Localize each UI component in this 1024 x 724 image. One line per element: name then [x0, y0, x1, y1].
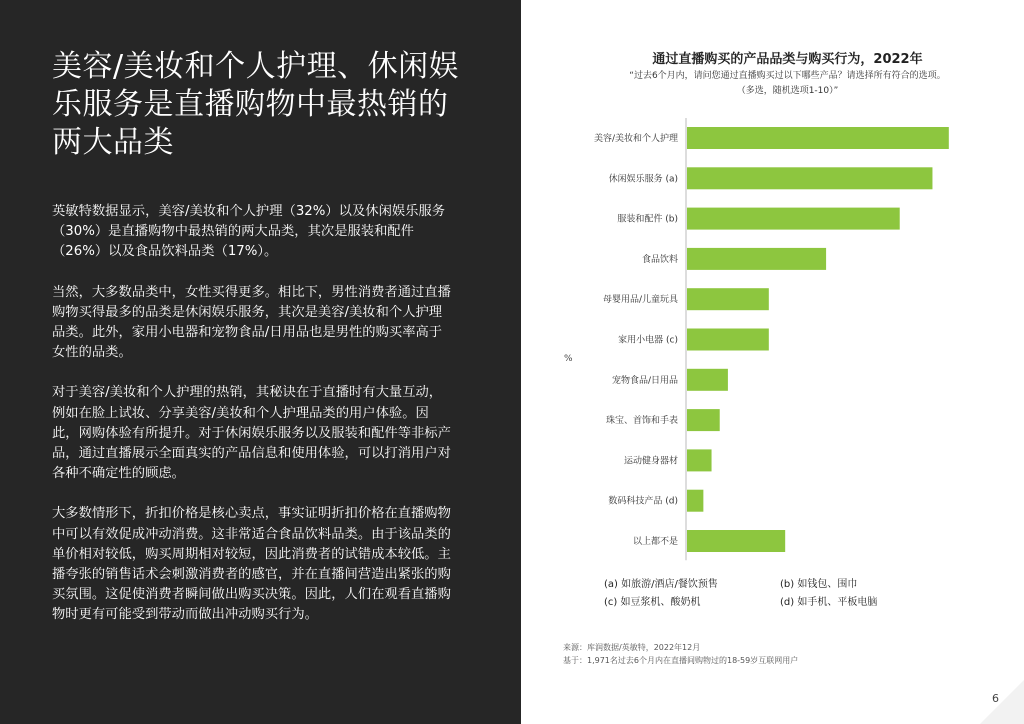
category-label: 母婴用品/儿童玩具 [602, 295, 678, 306]
bar [687, 530, 785, 552]
category-label: 宠物食品/日用品 [611, 375, 678, 386]
paragraph: 英敏特数据显示，美容/美妆和个人护理（32%）以及休闲娱乐服务（30%）是直播购物中最热销的两大品类，其次是服装和配件（26%）以及食品饮料品类（17%）。 [52, 204, 446, 260]
source-note [563, 641, 798, 667]
bar [687, 449, 712, 471]
bar [687, 127, 949, 149]
category-label: 食品饮料 [641, 254, 678, 265]
page-corner-fold [980, 680, 1024, 724]
body-text [52, 202, 452, 646]
category-label: 服装和配件 (b) [617, 214, 678, 225]
bar [687, 167, 932, 189]
paragraph: 大多数情形下，折扣价格是核心卖点，事实证明折扣价格在直播购物中可以有效促成冲动消费。这非常适合食品饮料品类。由于该品类的单价相对较低，购买周期相对较短，因此消费者的试错成本较低。主播夸张的销售话术会刺激消费者的感官，并在直播间营造出紧张的购买氛围。这促使消费者瞬间做出购买决策。因此，人们在观看直播购物时更有可能受到带动而做出冲动购买行为。 [52, 506, 451, 623]
footnote-a: (a) 如旅游/酒店/餐饮预售 [604, 579, 718, 590]
footnote-b: (b) 如钱包、围巾 [780, 579, 858, 590]
bar [687, 288, 769, 310]
chart-subtitle [521, 69, 1024, 99]
category-label: 数码科技产品 (d) [608, 496, 678, 507]
bar [687, 248, 826, 270]
footnote-c: (c) 如豆浆机、酸奶机 [604, 597, 701, 608]
footnote-d: (d) 如手机、平板电脑 [780, 597, 878, 608]
category-label: 运动健身器材 [623, 456, 678, 467]
chart-subtitle-line: （多选，随机选项1-10）” [736, 86, 839, 96]
category-label: 家用小电器 (c) [618, 335, 678, 346]
unit-label: % [564, 354, 573, 364]
bar-chart [521, 110, 1024, 570]
page-title: 美容/美妆和个人护理、休闲娱乐服务是直播购物中最热销的两大品类 [52, 49, 460, 160]
category-label: 休闲娱乐服务 (a) [608, 174, 678, 185]
category-label: 珠宝、首饰和手表 [605, 416, 678, 427]
chart-title: 通过直播购买的产品品类与购买行为，2022年 [652, 52, 923, 67]
page-number: 6 [992, 692, 999, 705]
source-line: 来源：库润数据/英敏特，2022年12月 [563, 643, 701, 652]
bar [687, 208, 900, 230]
bar [687, 369, 728, 391]
chart-subtitle-line: “过去6个月内，请问您通过直播购买过以下哪些产品？请选择所有符合的选项。 [629, 71, 946, 81]
paragraph: 当然，大多数品类中，女性买得更多。相比下，男性消费者通过直播购物买得最多的品类是休闲娱乐服务，其次是美容/美妆和个人护理品类。此外，家用小电器和宠物食品/日用品也是男性的购买率高于女性的品类。 [52, 284, 451, 361]
paragraph: 对于美容/美妆和个人护理的热销，其秘诀在于直播时有大量互动，例如在脸上试妆、分享美容/美妆和个人护理品类的用户体验。因此，网购体验有所提升。对于休闲娱乐服务以及服装和配件等非标产品，通过直播展示全面真实的产品信息和使用体验，可以打消用户对各种不确定性的顾虑。 [52, 385, 451, 482]
base-line: 基于：1,971名过去6个月内在直播间购物过的18-59岁互联网用户 [563, 656, 799, 665]
category-label: 美容/美妆和个人护理 [593, 134, 678, 144]
bar [687, 409, 720, 431]
chart-footnotes [604, 576, 924, 612]
bar [687, 329, 769, 351]
bar [687, 490, 703, 512]
category-label: 以上都不是 [632, 537, 678, 547]
